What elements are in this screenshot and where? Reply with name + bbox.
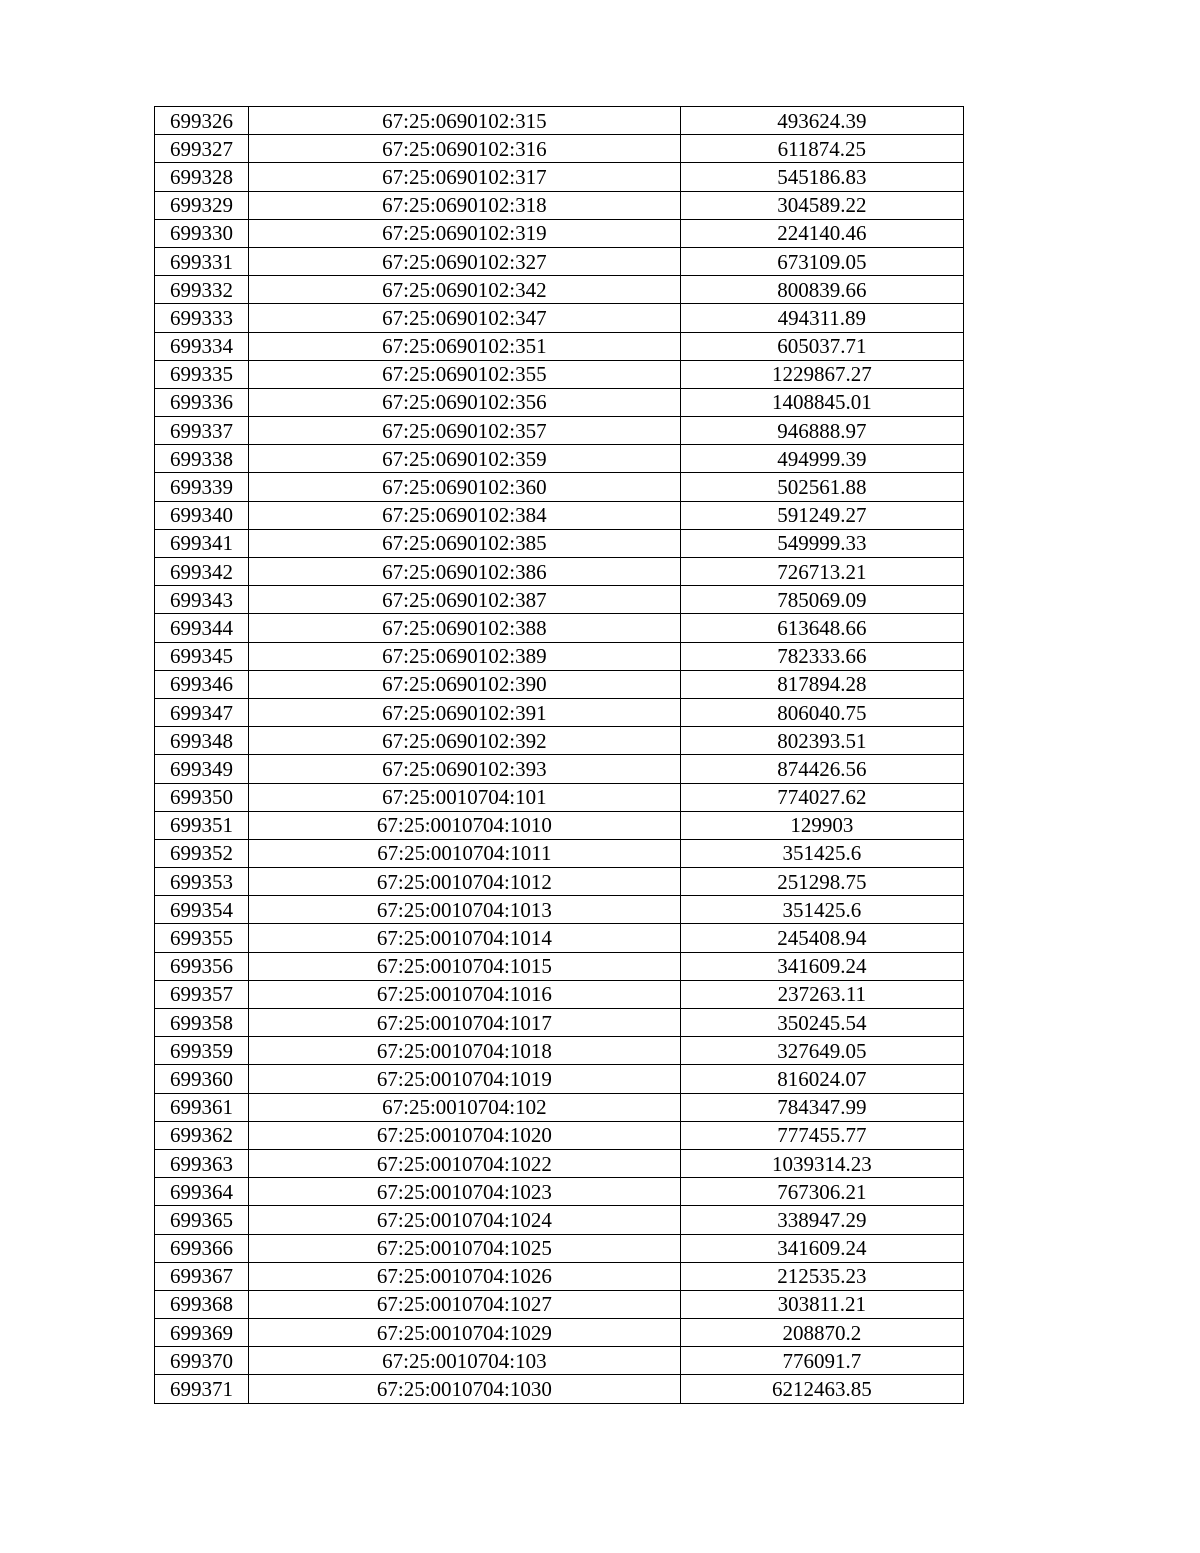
row-number-cell: 699334 bbox=[155, 332, 249, 360]
row-number-cell: 699367 bbox=[155, 1262, 249, 1290]
row-number-cell: 699341 bbox=[155, 529, 249, 557]
cadastral-number-cell: 67:25:0690102:388 bbox=[249, 614, 681, 642]
cadastral-value-cell: 327649.05 bbox=[680, 1037, 963, 1065]
table-row bbox=[155, 388, 964, 416]
row-number-cell: 699353 bbox=[155, 868, 249, 896]
table-row bbox=[155, 614, 964, 642]
row-number-cell: 699345 bbox=[155, 642, 249, 670]
row-number-cell: 699359 bbox=[155, 1037, 249, 1065]
cadastral-value-cell: 350245.54 bbox=[680, 1009, 963, 1037]
cadastral-value-cell: 502561.88 bbox=[680, 473, 963, 501]
cadastral-value-cell: 1039314.23 bbox=[680, 1149, 963, 1177]
cadastral-value-cell: 1408845.01 bbox=[680, 388, 963, 416]
cadastral-value-cell: 611874.25 bbox=[680, 135, 963, 163]
cadastral-value-cell: 494311.89 bbox=[680, 304, 963, 332]
row-number-cell: 699338 bbox=[155, 445, 249, 473]
table-row bbox=[155, 1009, 964, 1037]
row-number-cell: 699361 bbox=[155, 1093, 249, 1121]
cadastral-number-cell: 67:25:0010704:1016 bbox=[249, 980, 681, 1008]
row-number-cell: 699355 bbox=[155, 924, 249, 952]
cadastral-value-cell: 129903 bbox=[680, 811, 963, 839]
cadastral-value-cell: 806040.75 bbox=[680, 698, 963, 726]
row-number-cell: 699332 bbox=[155, 276, 249, 304]
table-row bbox=[155, 473, 964, 501]
cadastral-number-cell: 67:25:0010704:1011 bbox=[249, 839, 681, 867]
table-row bbox=[155, 163, 964, 191]
cadastral-value-cell: 341609.24 bbox=[680, 952, 963, 980]
cadastral-number-cell: 67:25:0690102:390 bbox=[249, 670, 681, 698]
table-row bbox=[155, 501, 964, 529]
cadastral-value-cell: 800839.66 bbox=[680, 276, 963, 304]
row-number-cell: 699340 bbox=[155, 501, 249, 529]
row-number-cell: 699335 bbox=[155, 360, 249, 388]
cadastral-number-cell: 67:25:0690102:356 bbox=[249, 388, 681, 416]
table-row bbox=[155, 445, 964, 473]
cadastral-value-cell: 802393.51 bbox=[680, 727, 963, 755]
row-number-cell: 699350 bbox=[155, 783, 249, 811]
row-number-cell: 699342 bbox=[155, 558, 249, 586]
table-body bbox=[155, 107, 964, 1404]
cadastral-value-cell: 493624.39 bbox=[680, 107, 963, 135]
cadastral-value-cell: 6212463.85 bbox=[680, 1375, 963, 1403]
cadastral-value-cell: 1229867.27 bbox=[680, 360, 963, 388]
cadastral-value-cell: 776091.7 bbox=[680, 1347, 963, 1375]
cadastral-value-cell: 208870.2 bbox=[680, 1319, 963, 1347]
row-number-cell: 699360 bbox=[155, 1065, 249, 1093]
cadastral-number-cell: 67:25:0010704:1015 bbox=[249, 952, 681, 980]
table-row bbox=[155, 135, 964, 163]
table-row bbox=[155, 1149, 964, 1177]
table-row bbox=[155, 1375, 964, 1403]
cadastral-value-cell: 874426.56 bbox=[680, 755, 963, 783]
cadastral-number-cell: 67:25:0690102:359 bbox=[249, 445, 681, 473]
cadastral-number-cell: 67:25:0690102:315 bbox=[249, 107, 681, 135]
cadastral-value-cell: 251298.75 bbox=[680, 868, 963, 896]
cadastral-number-cell: 67:25:0690102:342 bbox=[249, 276, 681, 304]
cadastral-number-cell: 67:25:0690102:389 bbox=[249, 642, 681, 670]
cadastral-value-cell: 351425.6 bbox=[680, 896, 963, 924]
row-number-cell: 699339 bbox=[155, 473, 249, 501]
cadastral-value-cell: 237263.11 bbox=[680, 980, 963, 1008]
table-row bbox=[155, 1206, 964, 1234]
cadastral-value-cell: 777455.77 bbox=[680, 1121, 963, 1149]
table-row bbox=[155, 727, 964, 755]
table-row bbox=[155, 896, 964, 924]
cadastral-number-cell: 67:25:0690102:386 bbox=[249, 558, 681, 586]
cadastral-number-cell: 67:25:0690102:347 bbox=[249, 304, 681, 332]
table-row bbox=[155, 107, 964, 135]
table-row bbox=[155, 670, 964, 698]
cadastral-number-cell: 67:25:0690102:316 bbox=[249, 135, 681, 163]
table-row bbox=[155, 783, 964, 811]
cadastral-value-cell: 613648.66 bbox=[680, 614, 963, 642]
table-row bbox=[155, 698, 964, 726]
cadastral-value-cell: 341609.24 bbox=[680, 1234, 963, 1262]
row-number-cell: 699369 bbox=[155, 1319, 249, 1347]
cadastral-number-cell: 67:25:0690102:387 bbox=[249, 586, 681, 614]
cadastral-number-cell: 67:25:0010704:1029 bbox=[249, 1319, 681, 1347]
table-row bbox=[155, 1319, 964, 1347]
table-row bbox=[155, 417, 964, 445]
cadastral-value-cell: 816024.07 bbox=[680, 1065, 963, 1093]
cadastral-number-cell: 67:25:0010704:1024 bbox=[249, 1206, 681, 1234]
table-row bbox=[155, 1262, 964, 1290]
table-row bbox=[155, 304, 964, 332]
row-number-cell: 699351 bbox=[155, 811, 249, 839]
table-row bbox=[155, 811, 964, 839]
cadastral-value-cell: 212535.23 bbox=[680, 1262, 963, 1290]
cadastral-number-cell: 67:25:0690102:360 bbox=[249, 473, 681, 501]
table-row bbox=[155, 191, 964, 219]
cadastral-number-cell: 67:25:0690102:351 bbox=[249, 332, 681, 360]
row-number-cell: 699333 bbox=[155, 304, 249, 332]
cadastral-value-cell: 817894.28 bbox=[680, 670, 963, 698]
cadastral-number-cell: 67:25:0690102:392 bbox=[249, 727, 681, 755]
cadastral-number-cell: 67:25:0010704:1022 bbox=[249, 1149, 681, 1177]
table-row bbox=[155, 360, 964, 388]
row-number-cell: 699366 bbox=[155, 1234, 249, 1262]
cadastral-number-cell: 67:25:0010704:103 bbox=[249, 1347, 681, 1375]
row-number-cell: 699327 bbox=[155, 135, 249, 163]
cadastral-value-cell: 591249.27 bbox=[680, 501, 963, 529]
table-row bbox=[155, 1347, 964, 1375]
table-row bbox=[155, 332, 964, 360]
cadastral-value-cell: 224140.46 bbox=[680, 219, 963, 247]
cadastral-value-table bbox=[154, 106, 964, 1404]
row-number-cell: 699362 bbox=[155, 1121, 249, 1149]
cadastral-value-cell: 784347.99 bbox=[680, 1093, 963, 1121]
table-row bbox=[155, 1178, 964, 1206]
row-number-cell: 699337 bbox=[155, 417, 249, 445]
row-number-cell: 699371 bbox=[155, 1375, 249, 1403]
cadastral-number-cell: 67:25:0690102:384 bbox=[249, 501, 681, 529]
cadastral-number-cell: 67:25:0010704:1025 bbox=[249, 1234, 681, 1262]
cadastral-value-cell: 785069.09 bbox=[680, 586, 963, 614]
cadastral-value-cell: 303811.21 bbox=[680, 1290, 963, 1318]
table-row bbox=[155, 1234, 964, 1262]
cadastral-number-cell: 67:25:0010704:1019 bbox=[249, 1065, 681, 1093]
cadastral-number-cell: 67:25:0010704:1012 bbox=[249, 868, 681, 896]
row-number-cell: 699347 bbox=[155, 698, 249, 726]
cadastral-number-cell: 67:25:0690102:319 bbox=[249, 219, 681, 247]
cadastral-number-cell: 67:25:0010704:1017 bbox=[249, 1009, 681, 1037]
cadastral-value-cell: 673109.05 bbox=[680, 247, 963, 275]
cadastral-value-cell: 549999.33 bbox=[680, 529, 963, 557]
cadastral-value-cell: 767306.21 bbox=[680, 1178, 963, 1206]
table-row bbox=[155, 558, 964, 586]
table-row bbox=[155, 952, 964, 980]
cadastral-value-cell: 605037.71 bbox=[680, 332, 963, 360]
table-row bbox=[155, 276, 964, 304]
cadastral-number-cell: 67:25:0010704:1018 bbox=[249, 1037, 681, 1065]
row-number-cell: 699343 bbox=[155, 586, 249, 614]
table-row bbox=[155, 839, 964, 867]
cadastral-value-cell: 351425.6 bbox=[680, 839, 963, 867]
cadastral-number-cell: 67:25:0010704:102 bbox=[249, 1093, 681, 1121]
cadastral-number-cell: 67:25:0010704:1030 bbox=[249, 1375, 681, 1403]
row-number-cell: 699329 bbox=[155, 191, 249, 219]
row-number-cell: 699344 bbox=[155, 614, 249, 642]
cadastral-number-cell: 67:25:0690102:391 bbox=[249, 698, 681, 726]
cadastral-value-cell: 494999.39 bbox=[680, 445, 963, 473]
cadastral-number-cell: 67:25:0690102:393 bbox=[249, 755, 681, 783]
row-number-cell: 699357 bbox=[155, 980, 249, 1008]
row-number-cell: 699356 bbox=[155, 952, 249, 980]
row-number-cell: 699349 bbox=[155, 755, 249, 783]
row-number-cell: 699368 bbox=[155, 1290, 249, 1318]
row-number-cell: 699326 bbox=[155, 107, 249, 135]
row-number-cell: 699346 bbox=[155, 670, 249, 698]
row-number-cell: 699354 bbox=[155, 896, 249, 924]
table-row bbox=[155, 529, 964, 557]
cadastral-number-cell: 67:25:0690102:385 bbox=[249, 529, 681, 557]
cadastral-number-cell: 67:25:0010704:1026 bbox=[249, 1262, 681, 1290]
cadastral-value-cell: 304589.22 bbox=[680, 191, 963, 219]
cadastral-value-cell: 946888.97 bbox=[680, 417, 963, 445]
table-row bbox=[155, 868, 964, 896]
cadastral-number-cell: 67:25:0690102:318 bbox=[249, 191, 681, 219]
table-row bbox=[155, 755, 964, 783]
table-row bbox=[155, 1290, 964, 1318]
cadastral-value-cell: 245408.94 bbox=[680, 924, 963, 952]
row-number-cell: 699330 bbox=[155, 219, 249, 247]
cadastral-number-cell: 67:25:0010704:1023 bbox=[249, 1178, 681, 1206]
cadastral-number-cell: 67:25:0010704:101 bbox=[249, 783, 681, 811]
row-number-cell: 699328 bbox=[155, 163, 249, 191]
row-number-cell: 699363 bbox=[155, 1149, 249, 1177]
cadastral-value-cell: 726713.21 bbox=[680, 558, 963, 586]
table-row bbox=[155, 247, 964, 275]
cadastral-value-cell: 338947.29 bbox=[680, 1206, 963, 1234]
table-row bbox=[155, 1121, 964, 1149]
row-number-cell: 699370 bbox=[155, 1347, 249, 1375]
cadastral-number-cell: 67:25:0010704:1020 bbox=[249, 1121, 681, 1149]
row-number-cell: 699348 bbox=[155, 727, 249, 755]
cadastral-value-cell: 774027.62 bbox=[680, 783, 963, 811]
cadastral-value-cell: 545186.83 bbox=[680, 163, 963, 191]
row-number-cell: 699352 bbox=[155, 839, 249, 867]
cadastral-number-cell: 67:25:0010704:1027 bbox=[249, 1290, 681, 1318]
row-number-cell: 699364 bbox=[155, 1178, 249, 1206]
row-number-cell: 699336 bbox=[155, 388, 249, 416]
table-row bbox=[155, 924, 964, 952]
cadastral-number-cell: 67:25:0010704:1013 bbox=[249, 896, 681, 924]
table-row bbox=[155, 1065, 964, 1093]
table-row bbox=[155, 1037, 964, 1065]
row-number-cell: 699358 bbox=[155, 1009, 249, 1037]
table-row bbox=[155, 219, 964, 247]
cadastral-number-cell: 67:25:0010704:1010 bbox=[249, 811, 681, 839]
table-row bbox=[155, 586, 964, 614]
table-row bbox=[155, 642, 964, 670]
table-row bbox=[155, 980, 964, 1008]
cadastral-number-cell: 67:25:0690102:357 bbox=[249, 417, 681, 445]
cadastral-number-cell: 67:25:0690102:317 bbox=[249, 163, 681, 191]
cadastral-number-cell: 67:25:0010704:1014 bbox=[249, 924, 681, 952]
row-number-cell: 699331 bbox=[155, 247, 249, 275]
row-number-cell: 699365 bbox=[155, 1206, 249, 1234]
cadastral-number-cell: 67:25:0690102:355 bbox=[249, 360, 681, 388]
cadastral-number-cell: 67:25:0690102:327 bbox=[249, 247, 681, 275]
cadastral-value-cell: 782333.66 bbox=[680, 642, 963, 670]
table-row bbox=[155, 1093, 964, 1121]
